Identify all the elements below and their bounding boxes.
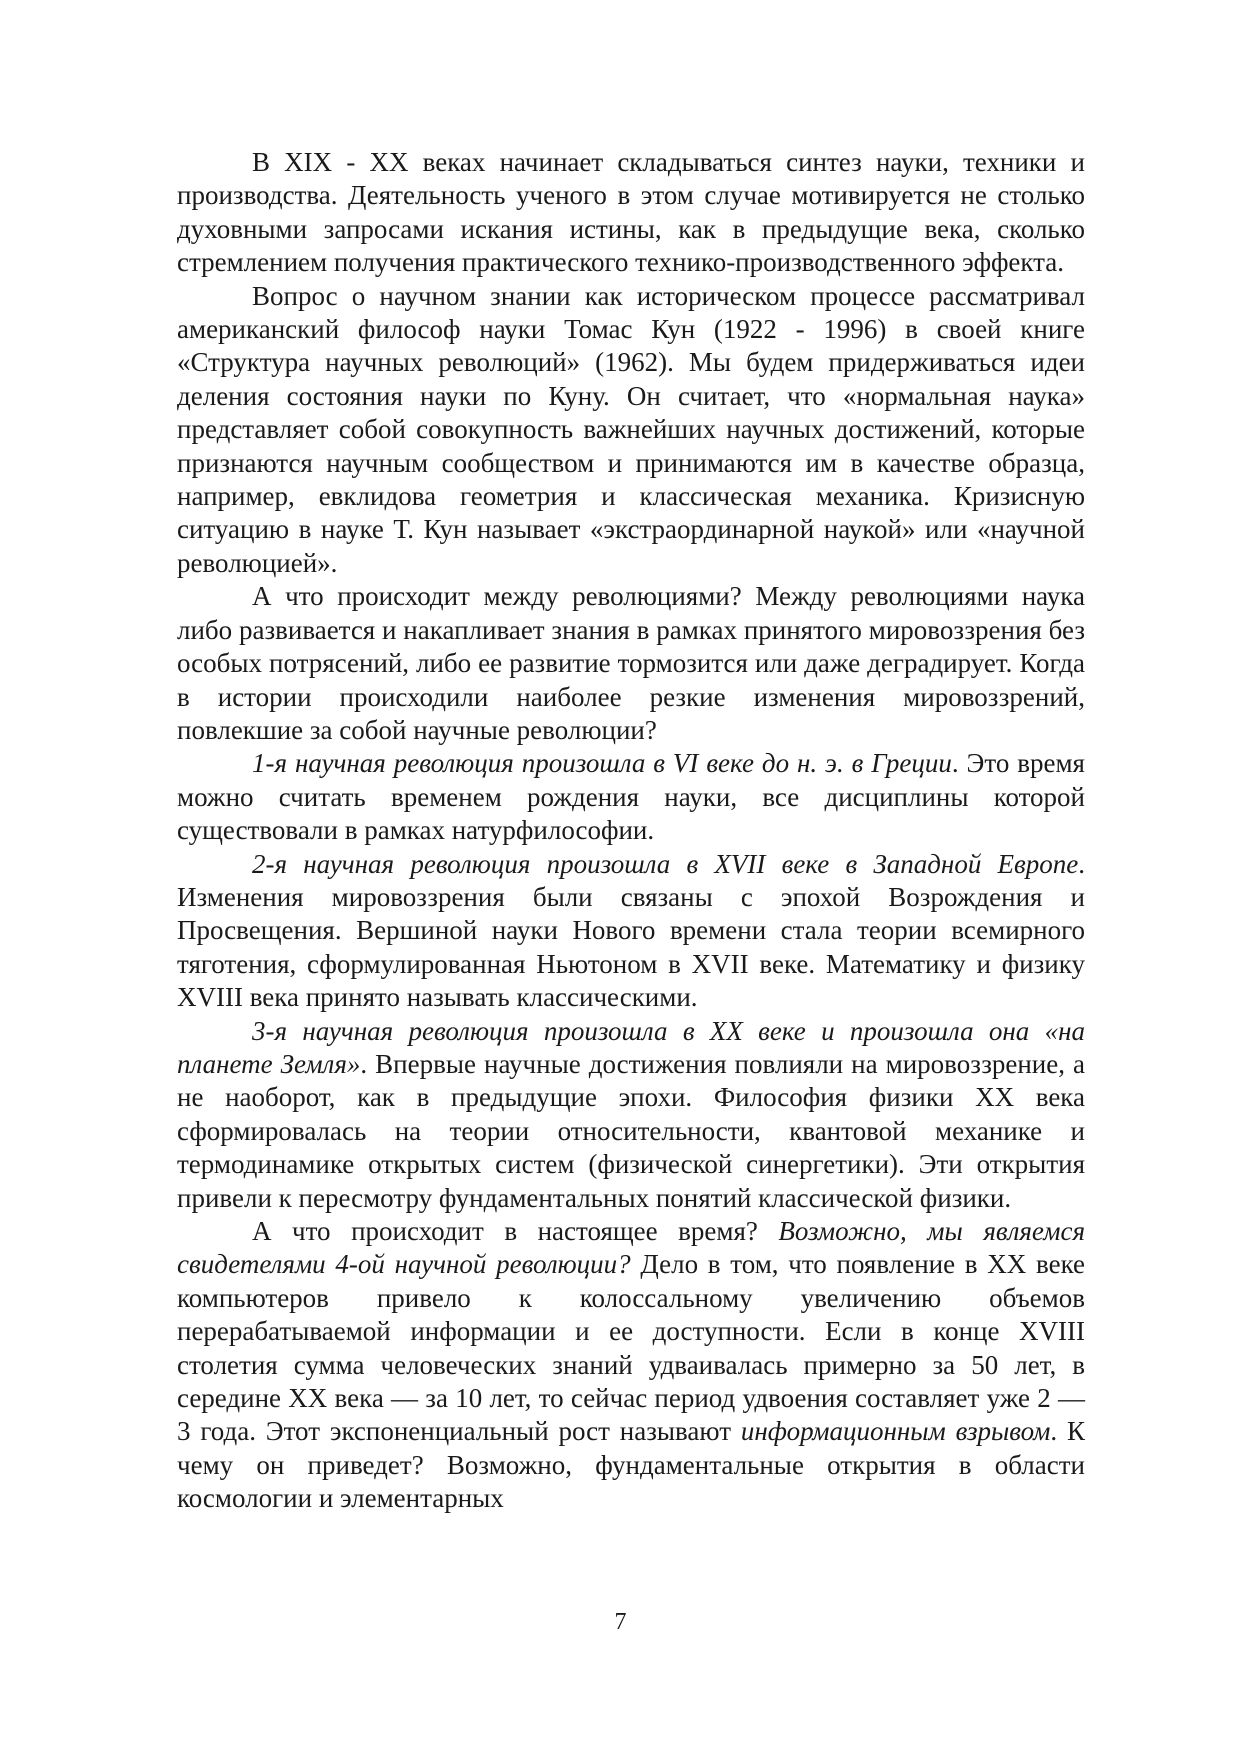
paragraph-synthesis: В XIX - XX веках начинает складываться синтез науки, техники и производства. Деятельность ученого в этом случае мотивируется не столько духовными запросами искания истины, как в предыдущие века, сколько стремлением получения практического технико-производственного эффекта. (177, 147, 1085, 278)
fourth-revolution-ending: . К чему он приведет? Возможно, фундаментальные открытия в области космологии и элементарных (177, 1416, 1085, 1514)
fourth-revolution-question: Возможно, мы являемся свидетелями 4-ой научной революции? (177, 1216, 1085, 1280)
second-revolution-text: . Изменения мировоззрения были связаны с эпохой Возрождения и Просвещения. Вершиной науки Нового времени стала теории всемирного тяготения, сформулированная Ньютоном в XVII веке. Математику и физику XVIII века принято называть классическими. (177, 848, 1085, 1013)
information-explosion-term: информационным взрывом (740, 1416, 1051, 1447)
second-revolution-heading: 2-я научная революция произошла в XVII веке в Западной Европе (252, 848, 1079, 879)
paragraph-third-revolution (177, 1015, 1085, 1215)
paragraph-first-revolution (177, 747, 1085, 847)
first-revolution-heading: 1-я научная революция произошла в VI веке до н. э. в Греции (252, 748, 952, 779)
third-revolution-text: . Впервые научные достижения повлияли на мировоззрение, а не наоборот, как в предыдущие эпохи. Философия физики XX века сформировалась на теории относительности, квантовой механике и термодинамике открытых систем (физической синергетики). Эти открытия привели к пересмотру фундаментальных понятий классической физики. (177, 1048, 1086, 1213)
paragraph-fourth-revolution (177, 1215, 1085, 1516)
paragraph-second-revolution (177, 848, 1085, 1015)
page-number: 7 (614, 1609, 627, 1635)
fourth-revolution-intro: А что происходит в настоящее время? (252, 1216, 779, 1246)
body-text (177, 146, 1085, 1516)
third-revolution-heading: 3-я научная революция произошла в XX веке и произошла она «на планете Земля» (177, 1015, 1085, 1079)
paragraph-kuhn: Вопрос о научном знании как историческом процессе рассматривал американский философ науки Томас Кун (1922 - 1996) в своей книге «Структура научных революций» (1962). Мы будем придерживаться идеи деления состояния науки по Куну. Он считает, что «нормальная наука» представляет собой совокупность важнейших научных достижений, которые признаются научным сообществом и принимаются им в качестве образца, например, евклидова геометрия и классическая механика. Кризисную ситуацию в науке Т. Кун называет «экстраординарной наукой» или «научной революцией». (177, 280, 1085, 578)
fourth-revolution-text: Дело в том, что появление в XX веке компьютеров привело к колоссальному увеличению объемов перерабатываемой информации и ее доступности. Если в конце XVIII столетия сумма человеческих знаний удваивалась примерно за 50 лет, в середине XX века — за 10 лет, то сейчас период удвоения составляет уже 2 — 3 года. Этот экспоненциальный рост называют (177, 1249, 1086, 1447)
paragraph-between-revolutions: А что происходит между революциями? Между революциями наука либо развивается и накапливает знания в рамках принятого мировоззрения без особых потрясений, либо ее развитие тормозится или даже деградирует. Когда в истории происходили наиболее резкие изменения мировоззрений, повлекшие за собой научные революции? (177, 581, 1085, 745)
first-revolution-text: . Это время можно считать временем рождения науки, все дисциплины которой существовали в рамках натурфилософии. (177, 748, 1085, 846)
